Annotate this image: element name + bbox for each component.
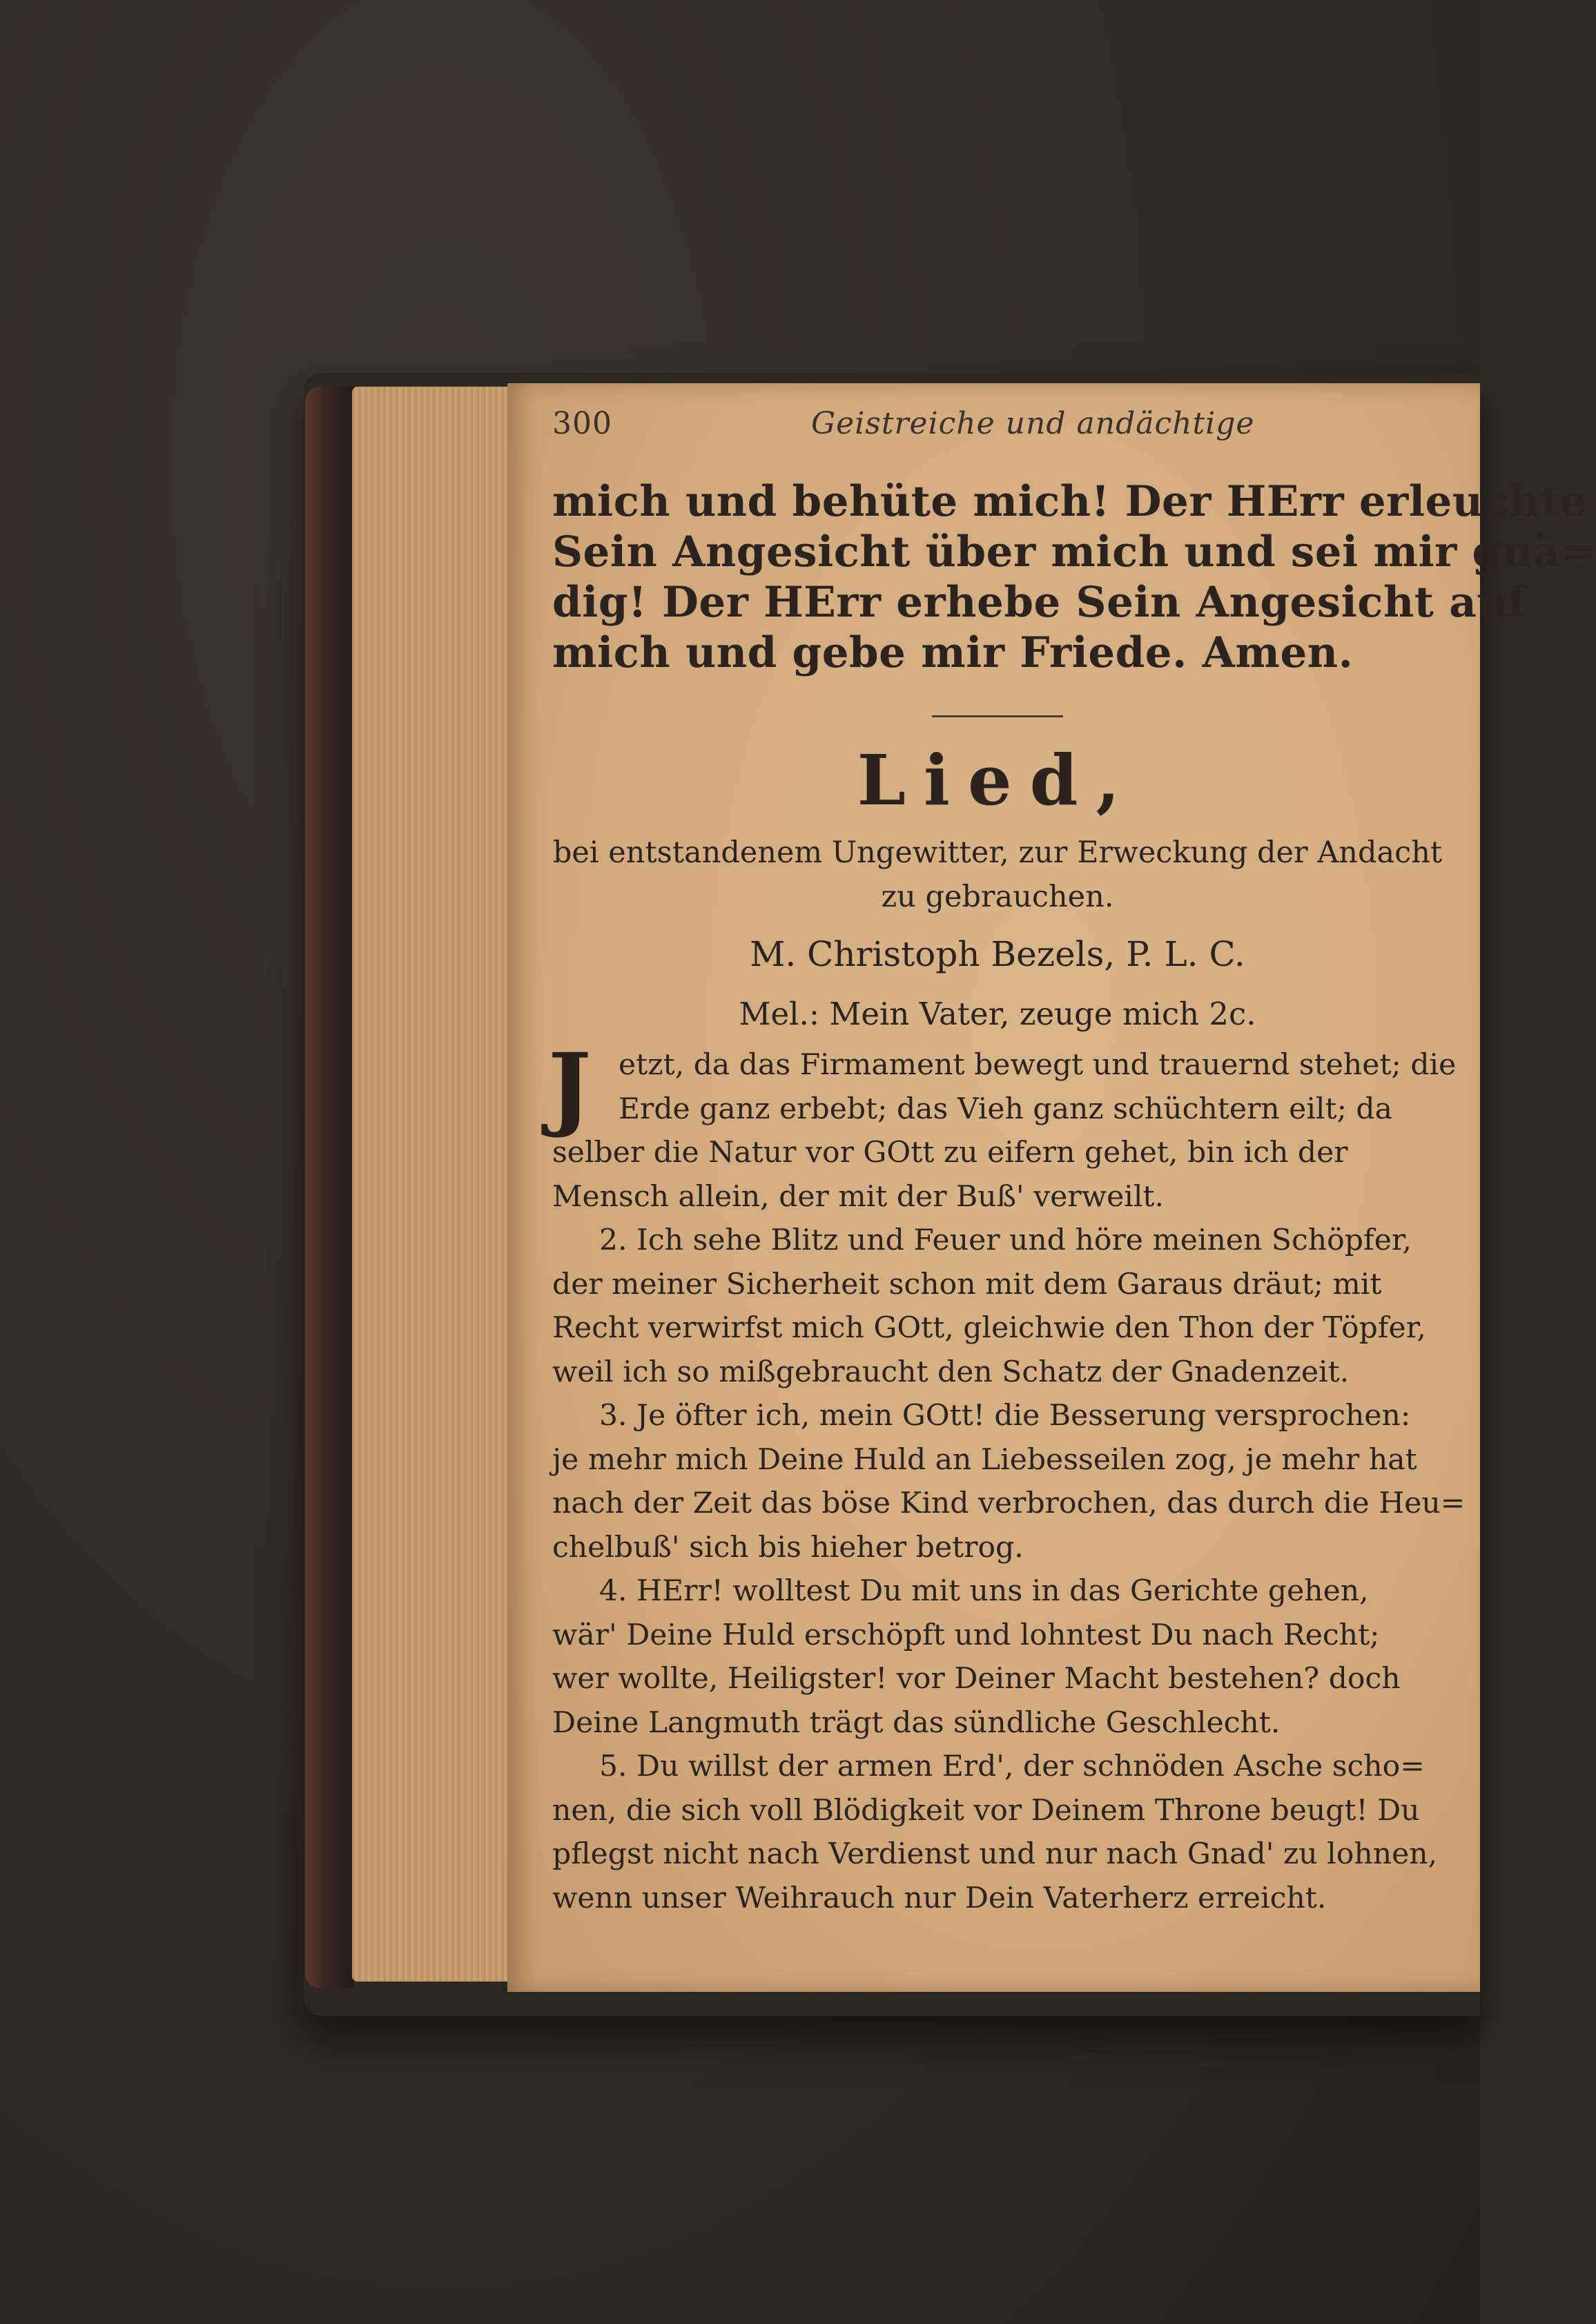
song-melody: Mel.: Mein Vater, zeuge mich 2c. bbox=[739, 996, 1256, 1032]
verse-line: Erde ganz erbebt; das Vieh ganz schüchtern eilt; da bbox=[619, 1092, 1392, 1126]
prayer-line: mich und behüte mich! Der HErr erleuchte bbox=[552, 477, 1588, 526]
verse-1 bbox=[548, 1034, 1457, 1219]
verse-line: Deine Langmuth trägt das sündliche Geschlecht. bbox=[552, 1705, 1281, 1740]
verse-line: nach der Zeit das böse Kind verbrochen, das durch die Heu= bbox=[552, 1487, 1466, 1520]
verse-line: selber die Natur vor GOtt zu eifern gehet, bin ich der bbox=[552, 1136, 1348, 1170]
verse-line: etzt, da das Firmament bewegt und trauernd stehet; die bbox=[619, 1048, 1457, 1082]
prayer-line: mich und gebe mir Friede. Amen. bbox=[552, 628, 1354, 677]
verse-5 bbox=[552, 1745, 1443, 1920]
prayer-line: dig! Der HErr erhebe Sein Angesicht auf bbox=[552, 578, 1526, 627]
prayer-line: Sein Angesicht über mich und sei mir gnä= bbox=[552, 527, 1596, 577]
song-subtitle-line: zu gebrauchen. bbox=[881, 880, 1114, 914]
song-author: M. Christoph Bezels, P. L. C. bbox=[750, 934, 1245, 974]
book-binding-edge bbox=[305, 387, 353, 1988]
verse-4 bbox=[552, 1569, 1443, 1745]
verse-line: der meiner Sicherheit schon mit dem Garaus dräut; mit bbox=[552, 1267, 1382, 1301]
song-subtitle-line: bei entstandenem Ungewitter, zur Erweckung der Andacht bbox=[552, 835, 1443, 870]
verse-line: 2. Ich sehe Blitz und Feuer und höre meinen Schöpfer, bbox=[599, 1223, 1412, 1257]
prayer-ending bbox=[552, 476, 1596, 678]
verse-line: chelbuß' sich bis hieher betrog. bbox=[552, 1530, 1024, 1565]
section-divider bbox=[932, 715, 1063, 717]
verse-3 bbox=[552, 1394, 1466, 1569]
verse-line: 3. Je öfter ich, mein GOtt! die Besserung versprochen: bbox=[599, 1399, 1411, 1433]
verse-line: wer wollte, Heiligster! vor Deiner Macht bestehen? doch bbox=[552, 1662, 1401, 1696]
verse-line: Recht verwirfst mich GOtt, gleichwie den Thon der Töpfer, bbox=[552, 1311, 1426, 1345]
song-title: Lied, bbox=[857, 739, 1138, 821]
verse-line: wenn unser Weihrauch nur Dein Vaterherz erreicht. bbox=[552, 1881, 1327, 1915]
page-number: 300 bbox=[552, 406, 612, 441]
verse-line: nen, die sich voll Blödigkeit vor Deinem Throne beugt! Du bbox=[552, 1793, 1420, 1828]
verse-line: 4. HErr! wolltest Du mit uns in das Gerichte gehen, bbox=[599, 1574, 1369, 1608]
verse-line: pflegst nicht nach Verdienst und nur nach Gnad' zu lohnen, bbox=[552, 1837, 1438, 1871]
page-edges bbox=[352, 387, 518, 1982]
verse-line: je mehr mich Deine Huld an Liebesseilen zog, je mehr hat bbox=[552, 1442, 1417, 1477]
verse-line: weil ich so mißgebraucht den Schatz der Gnadenzeit. bbox=[552, 1355, 1350, 1389]
verse-line: wär' Deine Huld erschöpft und lohntest Du nach Recht; bbox=[552, 1618, 1380, 1652]
verse-line: Mensch allein, der mit der Buß' verweilt. bbox=[552, 1179, 1165, 1214]
drop-cap: J bbox=[548, 1034, 592, 1141]
verse-2 bbox=[552, 1219, 1443, 1394]
verse-line: 5. Du willst der armen Erd', der schnöden Asche scho= bbox=[599, 1750, 1425, 1783]
running-title: Geistreiche und andächtige bbox=[811, 406, 1255, 441]
page-text-block bbox=[548, 476, 1596, 1920]
